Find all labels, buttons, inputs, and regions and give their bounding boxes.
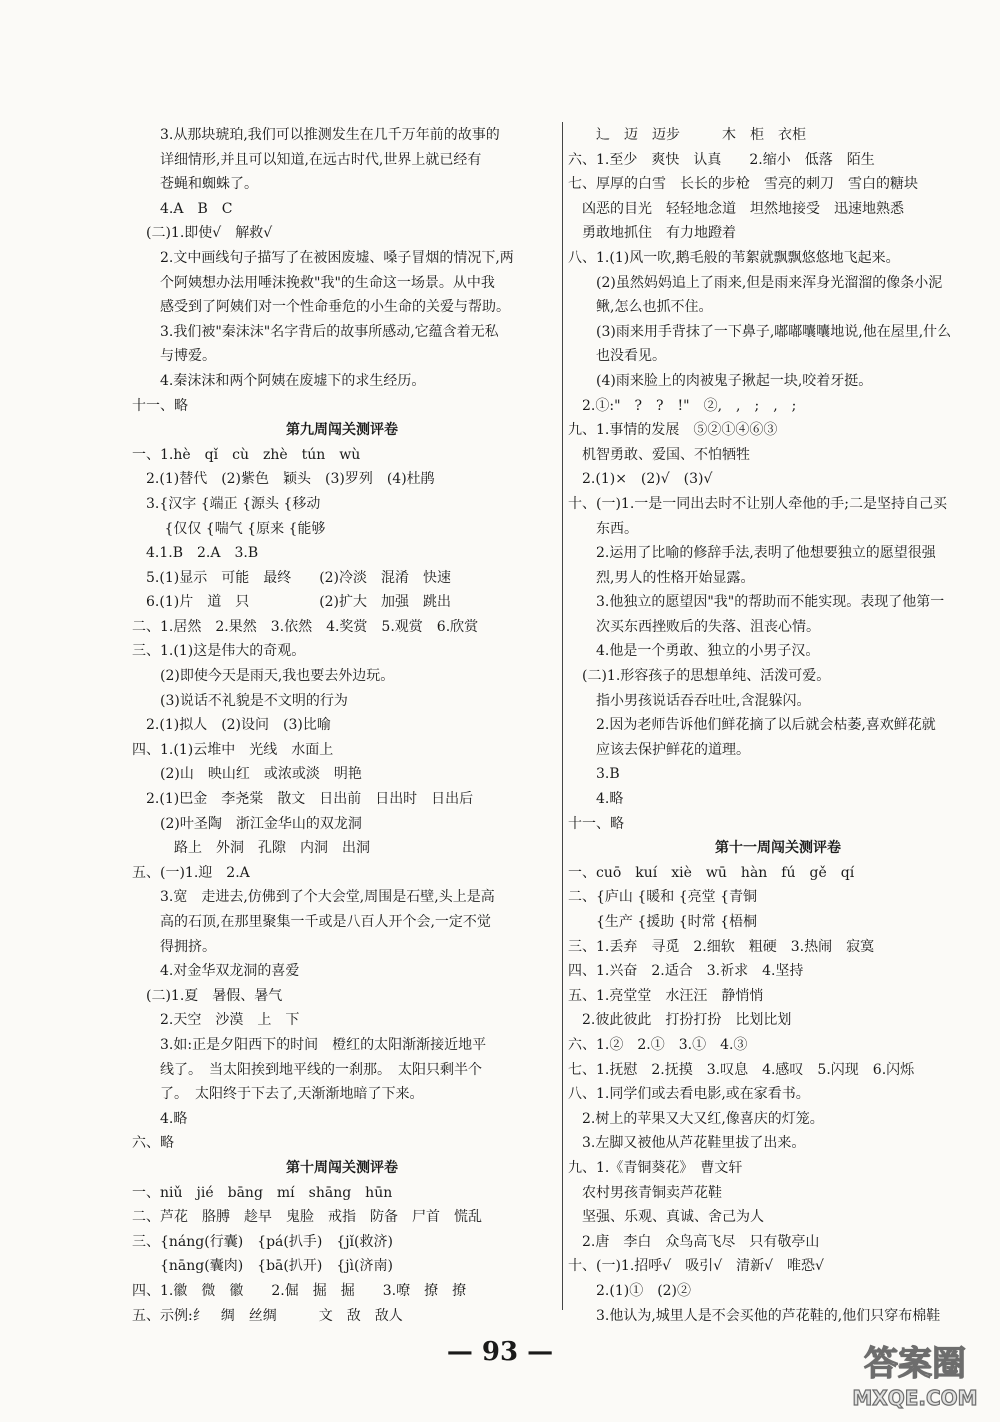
answer-line: 东西。 — [568, 520, 638, 537]
answer-line: 一、1.hè qǐ cù zhè tún wù — [132, 446, 361, 463]
answer-line: (2)虽然妈妈追上了雨来,但是雨来浑身光溜溜的像条小泥 — [568, 274, 943, 291]
answer-line: 感受到了阿姨们对一个性命垂危的小生命的关爱与帮助。 — [132, 299, 510, 316]
answer-line: 十一、略 — [132, 397, 188, 414]
answer-line: 2.文中画线句子描写了在被困废墟、嗓子冒烟的情况下,两 — [132, 249, 514, 266]
answer-line: 了。 太阳终于下去了,天渐渐地暗了下来。 — [132, 1086, 424, 1103]
answer-line: 4.秦沫沫和两个阿姨在废墟下的求生经历。 — [132, 372, 426, 389]
answer-line: 三、{náng(行囊) {pá(扒手) {jǐ(救济) — [132, 1233, 393, 1250]
answer-line: 次买东西挫败后的失落、沮丧心情。 — [568, 618, 820, 635]
answer-line: 应该去保护鲜花的道理。 — [568, 741, 750, 758]
answer-line: 烈,男人的性格开始显露。 — [568, 569, 755, 586]
answer-line: 2.(1)替代 (2)紫色 颖头 (3)罗列 (4)杜鹃 — [132, 471, 435, 488]
answer-line: 3.{汉字 {端正 {源头 {移动 — [132, 495, 321, 512]
answer-line: 五、(一)1.迎 2.A — [132, 864, 250, 881]
answer-line: 3.他认为,城里人是不会买他的芦花鞋的,他们只穿布棉鞋 — [568, 1307, 941, 1324]
answer-line: 四、1.(1)云堆中 光线 水面上 — [132, 741, 334, 758]
answer-line: (3)说话不礼貌是不文明的行为 — [132, 692, 348, 709]
answer-line: 2.因为老师告诉他们鲜花摘了以后就会枯萎,喜欢鲜花就 — [568, 717, 936, 734]
answer-line: 4.略 — [568, 791, 624, 808]
answer-line: 苍蝇和蜘蛛了。 — [132, 176, 258, 193]
answer-line: 高的石顶,在那里聚集一千或是八百人开个会,一定不觉 — [132, 914, 491, 930]
answer-line: 九、1.事情的发展 ⑤②①④⑥③ — [568, 422, 778, 439]
right-column — [568, 123, 988, 1328]
answer-line: (2)即使今天是雨天,我也要去外边玩。 — [132, 668, 395, 685]
answer-line: 一、niǔ jié bāng mí shāng hūn — [132, 1184, 393, 1201]
answer-line: 2.天空 沙漠 上 下 — [132, 1012, 300, 1029]
answer-line: 七、1.抚慰 2.抚摸 3.叹息 4.感叹 5.闪现 6.闪烁 — [568, 1061, 915, 1078]
answer-line: 七、厚厚的白雪 长长的步枪 雪亮的刺刀 雪白的糖块 — [568, 176, 918, 193]
answer-line: 详细情形,并且可以知道,在远古时代,世界上就已经有 — [132, 151, 482, 168]
answer-line: 2.①:" ? ? !" ②, , ; , ; — [568, 397, 797, 414]
answer-line: 2.(1)① (2)② — [568, 1282, 692, 1299]
answer-line: 4.1.B 2.A 3.B — [132, 545, 259, 562]
answer-line: 二、{庐山 {暖和 {亮堂 {青铜 — [568, 889, 757, 906]
answer-line: 3.我们被"秦沫沫"名字背后的故事所感动,它蕴含着无私 — [132, 323, 499, 340]
answer-line: 五、示例:纟 绸 丝绸 文 敌 敌人 — [132, 1307, 403, 1324]
answer-line: 2.唐 李白 众鸟高飞尽 只有敬亭山 — [568, 1233, 820, 1250]
answer-line: 5.(1)显示 可能 最终 (2)冷淡 混淆 快速 — [132, 569, 452, 586]
answer-line: (二)1.即使√ 解救√ — [132, 225, 273, 242]
answer-line: 二、1.居然 2.果然 3.依然 4.奖赏 5.观赏 6.欣赏 — [132, 618, 479, 635]
answer-line: 4.对金华双龙洞的喜爱 — [132, 963, 300, 980]
answer-line: 4.A B C — [132, 200, 233, 217]
section-title: 第十一周闯关测评卷 — [715, 840, 841, 857]
answer-line: 辶 迈 迈步 木 柜 衣柜 — [568, 127, 806, 143]
answer-line: 十一、略 — [568, 815, 624, 832]
answer-line: (4)雨来脸上的肉被鬼子揪起一块,咬着牙挺。 — [568, 372, 873, 389]
answer-line: 九、1.《青铜葵花》 曹文轩 — [568, 1159, 743, 1176]
answer-line: 4.略 — [132, 1110, 188, 1127]
answer-line: 六、略 — [132, 1135, 174, 1152]
watermark-title: 答案圈 — [864, 1344, 966, 1384]
answer-line: 也没看见。 — [568, 348, 666, 365]
watermark-url: MXQE.COM — [852, 1386, 978, 1410]
answer-line: (二)1.形容孩子的思想单纯、活泼可爱。 — [568, 668, 831, 685]
answer-line: 六、1.② 2.① 3.① 4.③ — [568, 1036, 748, 1053]
answer-line: 勇敢地抓住 有力地蹬着 — [568, 225, 736, 242]
column-divider — [562, 122, 563, 1310]
answer-line: {nāng(囊肉) {bā(扒开) {jì(济南) — [132, 1258, 393, 1275]
answer-line: 四、1.兴奋 2.适合 3.祈求 4.坚持 — [568, 963, 804, 980]
answer-line: 3.他独立的愿望因"我"的帮助而不能实现。表现了他第一 — [568, 594, 945, 611]
answer-line: (2)叶圣陶 浙江金华山的双龙洞 — [132, 815, 362, 832]
answer-line: 六、1.至少 爽快 认真 2.缩小 低落 陌生 — [568, 151, 875, 168]
answer-line: 与博爱。 — [132, 348, 216, 365]
answer-line: (2)山 映山红 或浓或淡 明艳 — [132, 766, 362, 783]
answer-line: 2.树上的苹果又大又红,像喜庆的灯笼。 — [568, 1110, 824, 1127]
answer-line: 3.如:正是夕阳西下的时间 橙红的太阳渐渐接近地平 — [132, 1036, 487, 1053]
answer-line: {仅仅 {喘气 {原来 {能够 — [132, 520, 326, 537]
answer-line: (二)1.夏 暑假、暑气 — [132, 987, 283, 1004]
answer-line: 机智勇敢、爱国、不怕牺牲 — [568, 446, 750, 463]
answer-line: 4.他是一个勇敢、独立的小男子汉。 — [568, 643, 820, 660]
answer-line: 鳅,怎么也抓不住。 — [568, 299, 713, 316]
answer-line: 线了。 当太阳挨到地平线的一刹那。 太阳只剩半个 — [132, 1061, 482, 1078]
answer-line: 3.B — [568, 766, 620, 783]
answer-line: 指小男孩说话吞吞吐吐,含混躲闪。 — [568, 692, 811, 709]
answer-line: 二、芦花 胳膊 趁早 鬼脸 戒指 防备 尸首 慌乱 — [132, 1209, 482, 1226]
answer-line: 十、(一)1.招呼√ 吸引√ 清新√ 唯恐√ — [568, 1258, 824, 1275]
answer-line: 一、cuō kuí xiè wū hàn fú gě qí — [568, 864, 855, 881]
answer-line: (3)雨来用手背抹了一下鼻子,嘟嘟囔囔地说,他在屋里,什么 — [568, 323, 952, 340]
answer-line: 十、(一)1.一是一同出去时不让别人牵他的手;二是坚持自己买 — [568, 495, 947, 512]
answer-line: 3.左脚又被他从芦花鞋里拔了出来。 — [568, 1135, 806, 1152]
answer-line: 四、1.徽 微 徽 2.倔 掘 掘 3.嘹 撩 撩 — [132, 1282, 467, 1299]
answer-line: {生产 {援助 {时常 {梧桐 — [568, 914, 757, 930]
answer-line: 八、1.同学们或去看电影,或在家看书。 — [568, 1086, 810, 1103]
section-title: 第十周闯关测评卷 — [286, 1159, 398, 1176]
answer-line: 6.(1)片 道 只 (2)扩大 加强 跳出 — [132, 594, 452, 611]
section-title: 第九周闯关测评卷 — [286, 422, 398, 439]
answer-line: 坚强、乐观、真诚、舍己为人 — [568, 1209, 764, 1226]
answer-line: 3.宽 走进去,仿佛到了个大会堂,周围是石壁,头上是高 — [132, 889, 495, 906]
left-column — [132, 123, 552, 1328]
answer-line: 3.从那块琥珀,我们可以推测发生在几千万年前的故事的 — [132, 127, 500, 143]
answer-line: 2.(1)拟人 (2)设问 (3)比喻 — [132, 717, 331, 734]
answer-line: 三、1.(1)这是伟大的奇观。 — [132, 643, 306, 660]
answer-line: 农村男孩青铜卖芦花鞋 — [568, 1184, 722, 1201]
page-number: — 93 — — [446, 1337, 554, 1367]
answer-line: 2.运用了比喻的修辞手法,表明了他想要独立的愿望很强 — [568, 545, 936, 562]
answer-line: 得拥挤。 — [132, 938, 216, 955]
answer-line: 三、1.丢弃 寻觅 2.细软 粗硬 3.热闹 寂寞 — [568, 938, 875, 955]
answer-line: 2.(1)× (2)√ (3)√ — [568, 471, 713, 488]
answer-line: 五、1.亮堂堂 水汪汪 静悄悄 — [568, 987, 764, 1004]
answer-line: 八、1.(1)风一吹,鹅毛般的苇絮就飘飘悠悠地飞起来。 — [568, 249, 900, 266]
answer-line: 个阿姨想办法用唾沫挽救"我"的生命这一场景。从中我 — [132, 274, 495, 291]
answer-line: 路上 外洞 孔隙 内洞 出洞 — [132, 840, 370, 857]
watermark-logo — [840, 1335, 990, 1415]
answer-line: 2.(1)巴金 李尧棠 散文 日出前 日出时 日出后 — [132, 791, 474, 808]
answer-line: 2.彼此彼此 打扮打扮 比划比划 — [568, 1012, 792, 1029]
answer-line: 凶恶的目光 轻轻地念道 坦然地接受 迅速地熟悉 — [568, 200, 904, 217]
